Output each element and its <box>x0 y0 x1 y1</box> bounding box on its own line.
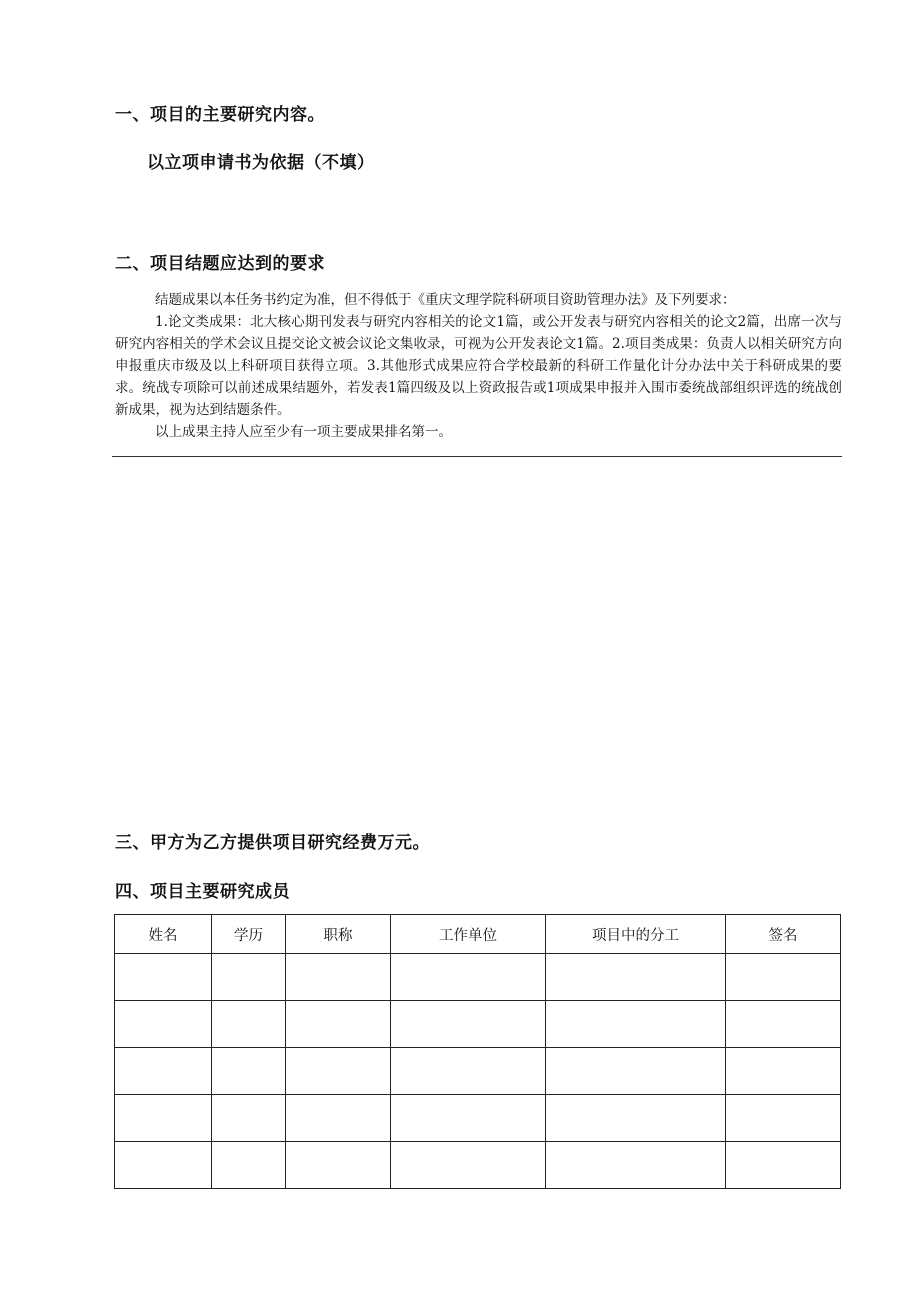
requirements-intro: 结题成果以本任务书约定为准，但不得低于《重庆文理学院科研项目资助管理办法》及下列要求： <box>155 292 736 308</box>
cell-title[interactable] <box>286 1142 391 1189</box>
table-header-row <box>115 915 841 954</box>
cell-work-unit[interactable] <box>391 1048 546 1095</box>
cell-education[interactable] <box>212 954 286 1001</box>
cell-name[interactable] <box>115 954 212 1001</box>
header-work-unit: 工作单位 <box>391 915 546 954</box>
table-row <box>115 1048 841 1095</box>
table-row <box>115 1142 841 1189</box>
cell-education[interactable] <box>212 1048 286 1095</box>
header-education: 学历 <box>212 915 286 954</box>
cell-name[interactable] <box>115 1048 212 1095</box>
header-name: 姓名 <box>115 915 212 954</box>
section-1-note: 以立项申请书为依据（不填） <box>147 153 375 173</box>
cell-education[interactable] <box>212 1142 286 1189</box>
cell-education[interactable] <box>212 1001 286 1048</box>
table-row <box>115 1001 841 1048</box>
cell-work-unit[interactable] <box>391 1142 546 1189</box>
cell-title[interactable] <box>286 1001 391 1048</box>
cell-signature[interactable] <box>726 1095 841 1142</box>
cell-work-unit[interactable] <box>391 1095 546 1142</box>
cell-project-role[interactable] <box>546 1001 726 1048</box>
section-4-title: 四、项目主要研究成员 <box>115 882 290 902</box>
cell-title[interactable] <box>286 954 391 1001</box>
header-project-role: 项目中的分工 <box>546 915 726 954</box>
members-table <box>114 914 841 1189</box>
cell-signature[interactable] <box>726 1048 841 1095</box>
cell-signature[interactable] <box>726 954 841 1001</box>
cell-work-unit[interactable] <box>391 954 546 1001</box>
cell-title[interactable] <box>286 1048 391 1095</box>
section-1-title: 一、项目的主要研究内容。 <box>115 105 325 125</box>
cell-signature[interactable] <box>726 1001 841 1048</box>
header-title: 职称 <box>286 915 391 954</box>
section-2-title: 二、项目结题应达到的要求 <box>115 254 325 274</box>
cell-work-unit[interactable] <box>391 1001 546 1048</box>
cell-project-role[interactable] <box>546 1142 726 1189</box>
header-signature: 签名 <box>726 915 841 954</box>
section-2-body <box>115 289 842 443</box>
requirements-note: 以上成果主持人应至少有一项主要成果排名第一。 <box>155 424 452 440</box>
cell-name[interactable] <box>115 1001 212 1048</box>
cell-project-role[interactable] <box>546 954 726 1001</box>
cell-title[interactable] <box>286 1095 391 1142</box>
table-row <box>115 1095 841 1142</box>
cell-signature[interactable] <box>726 1142 841 1189</box>
section-divider <box>112 456 842 457</box>
cell-name[interactable] <box>115 1095 212 1142</box>
cell-name[interactable] <box>115 1142 212 1189</box>
cell-project-role[interactable] <box>546 1048 726 1095</box>
section-3-title: 三、甲方为乙方提供项目研究经费万元。 <box>115 833 430 853</box>
table-row <box>115 954 841 1001</box>
cell-education[interactable] <box>212 1095 286 1142</box>
cell-project-role[interactable] <box>546 1095 726 1142</box>
requirements-list: 1.论文类成果：北大核心期刊发表与研究内容相关的论文1篇，或公开发表与研究内容相关的论文2篇，出席一次与研究内容相关的学术会议且提交论文被会议论文集收录，可视为公开发表论文1篇。2.项目类成果：负责人以相关研究方向申报重庆市级及以上科研项目获得立项。3.其他形式成果应符合学校最新的科研工作量化计分办法中关于科研成果的要求。统战专项除可以前述成果结题外，若发表1篇四级及以上资政报告或1项成果申报并入围市委统战部组织评选的统战创新成果，视为达到结题条件。 <box>115 314 842 418</box>
